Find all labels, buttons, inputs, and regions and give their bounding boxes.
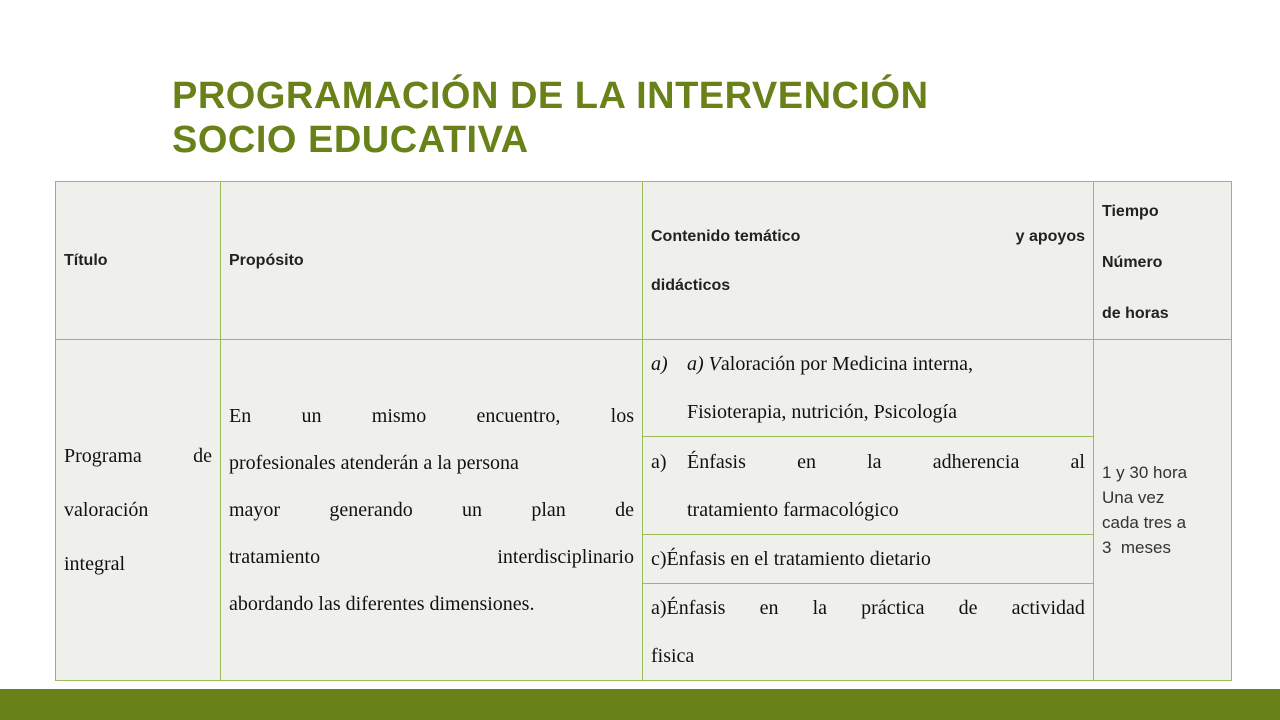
cell-contenido-item1 [643,340,1094,437]
titulo-line1 [64,429,212,483]
cell-tiempo [1094,340,1232,681]
cell-contenido-item4 [643,584,1094,681]
proposito-word: tratamiento [229,545,321,568]
proposito-word: mismo [371,404,427,427]
contenido-item2-line2 [651,486,1085,534]
titulo-line2: valoración [64,499,149,521]
table-row [56,340,1232,437]
proposito-word: interdisciplinario [497,545,634,568]
contenido-word: práctica [861,597,925,619]
header-contenido-part-a: Contenido temático [651,227,801,245]
cell-contenido-item2 [643,437,1094,535]
proposito-line2: profesionales atenderán a la persona [229,451,519,474]
contenido-item1-text1 [687,340,973,388]
contenido-item1-prefix: a) V [687,353,721,375]
cell-proposito [221,340,643,681]
contenido-item1-line1 [651,340,1085,388]
contenido-word: de [958,597,978,619]
proposito-word: un [301,404,322,427]
cell-contenido-item3 [643,535,1094,584]
contenido-word: la [867,450,882,473]
contenido-item3-text: c)Énfasis en el tratamiento dietario [651,548,931,570]
proposito-line1 [229,393,634,440]
tiempo-line2: Una vez [1102,488,1165,507]
programming-table [55,181,1232,681]
contenido-word: actividad [1011,597,1085,619]
contenido-item4-line2: fisica [651,645,695,667]
contenido-item4-line1 [651,584,1085,632]
contenido-item1-line2 [651,388,1085,436]
header-tiempo-line1: Tiempo [1102,203,1159,220]
list-marker-spacer [651,388,687,436]
contenido-item2-text1 [687,438,1085,486]
contenido-word: al [1070,450,1085,473]
table-header-row [56,182,1232,340]
contenido-item2-line1 [651,438,1085,486]
proposito-word: los [610,404,634,427]
header-contenido-line2: didácticos [651,276,731,294]
titulo-word: de [193,445,212,467]
tiempo-line3: cada tres a [1102,513,1187,532]
slide-title-line1: PROGRAMACIÓN DE LA INTERVENCIÓN [172,75,929,117]
proposito-line4 [229,534,634,581]
header-titulo: Título [56,182,221,340]
contenido-item1-rest: aloración por Medicina interna, [720,353,974,375]
proposito-word: de [615,498,634,521]
header-contenido [643,182,1094,340]
header-tiempo-line3: de horas [1102,305,1169,322]
contenido-word: en [759,597,779,619]
tiempo-line1: 1 y 30 hora [1102,463,1188,482]
proposito-word: mayor [229,498,281,521]
header-contenido-line1 [651,212,1085,261]
header-contenido-part-b: y apoyos [1015,227,1085,245]
titulo-word: Programa [64,445,142,467]
proposito-word: encuentro, [476,404,561,427]
proposito-word: un [462,498,483,521]
contenido-word: a)Énfasis [651,597,726,619]
contenido-word: la [812,597,828,619]
cell-titulo [56,340,221,681]
proposito-line5: abordando las diferentes dimensiones. [229,592,535,615]
header-tiempo-line2: Número [1102,254,1163,271]
contenido-word: adherencia [932,450,1020,473]
tiempo-line4: 3 meses [1102,538,1171,557]
contenido-item2-text2: tratamiento farmacológico [687,498,899,521]
proposito-line3 [229,487,634,534]
contenido-item1-text2: Fisioterapia, nutrición, Psicología [687,401,957,423]
list-marker: a) [651,353,668,375]
slide-title [172,74,1172,162]
slide-title-line2: SOCIO EDUCATIVA [172,119,529,161]
header-tiempo [1094,182,1232,340]
list-marker: a) [651,450,667,473]
bottom-accent-bar [0,689,1280,720]
contenido-word: en [797,450,816,473]
proposito-word: plan [531,498,566,521]
proposito-word: En [229,404,252,427]
titulo-line3: integral [64,553,126,575]
proposito-word: generando [329,498,413,521]
contenido-word: Énfasis [687,450,746,473]
list-marker-spacer [651,486,687,534]
header-proposito: Propósito [221,182,643,340]
